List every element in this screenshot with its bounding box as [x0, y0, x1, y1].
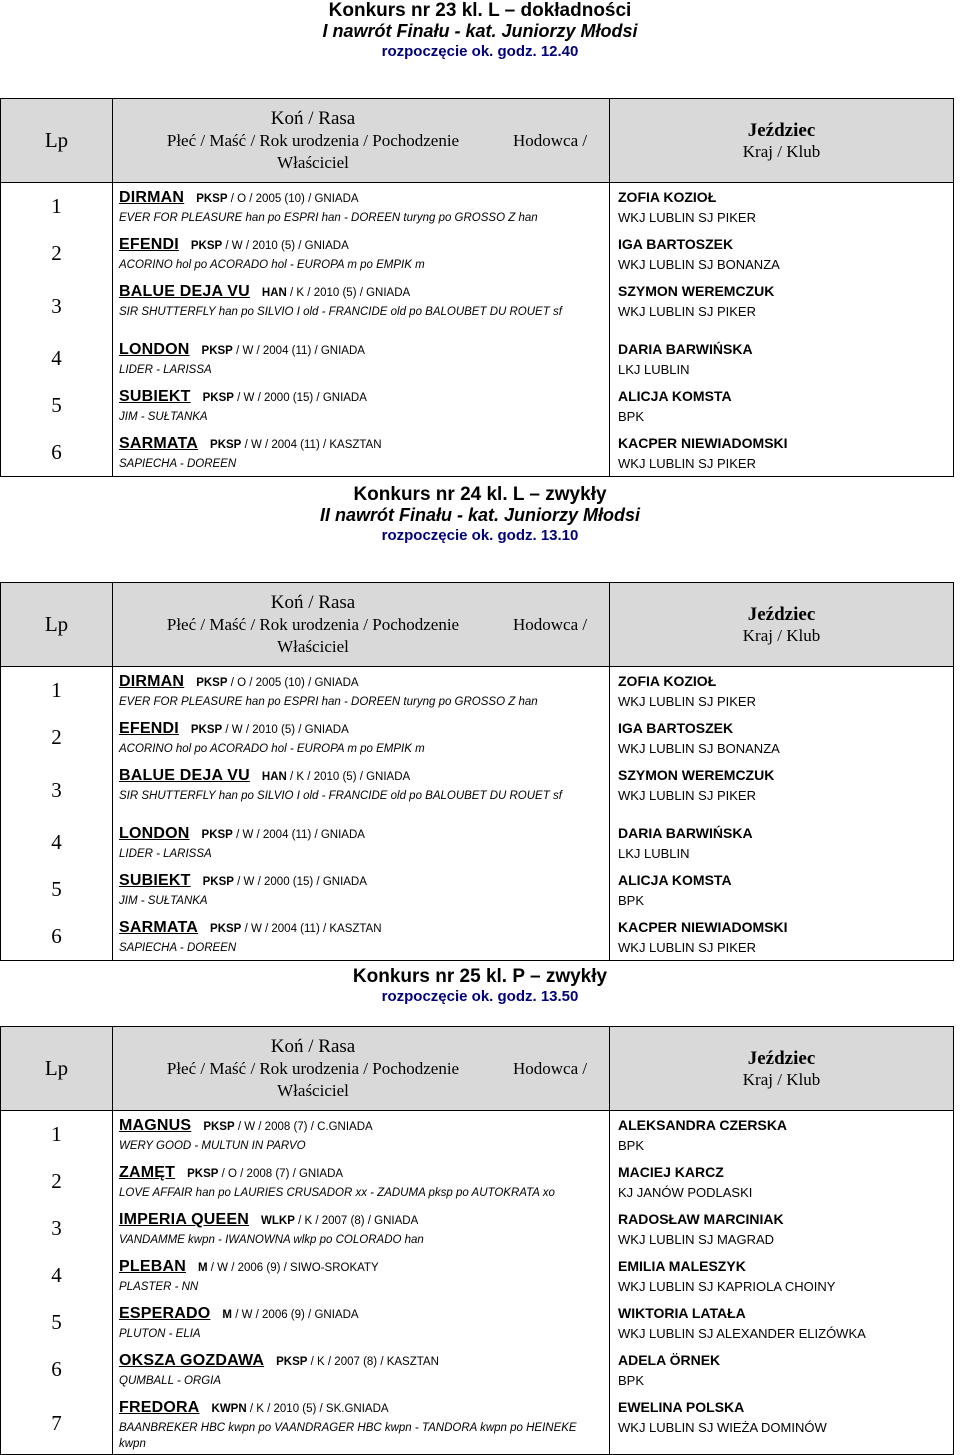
lp-header: Lp [1, 583, 113, 667]
horse-pedigree: ACORINO hol po ACORADO hol - EUROPA m po EMPIK m [119, 743, 425, 755]
horse-sex-color-year: / W / 2004 (11) / KASZTAN [244, 439, 382, 451]
rider-cell [610, 335, 954, 382]
rider-cell [610, 1111, 954, 1159]
horse-sex-color-year: / K / 2010 (5) / SK.GNIADA [249, 1403, 389, 1415]
horse-pedigree: LIDER - LARISSA [119, 848, 212, 860]
horse-details [191, 724, 349, 736]
horse-cell [113, 761, 610, 819]
horse-details [202, 345, 365, 357]
horse-breed: PKSP [202, 876, 234, 888]
horse-details [210, 923, 382, 935]
horse-sex-color-year: / W / 2010 (5) / GNIADA [225, 240, 349, 252]
table-row [1, 866, 954, 913]
horse-breed: M [197, 1262, 208, 1274]
horse-details [196, 677, 358, 689]
table-row [1, 1346, 954, 1393]
table-row [1, 1299, 954, 1346]
rider-name: KACPER NIEWIADOMSKI [618, 919, 788, 935]
horse-details [196, 193, 358, 205]
horse-name: ZAMĘT [119, 1164, 176, 1181]
rider-name: KACPER NIEWIADOMSKI [618, 435, 788, 451]
horse-cell [113, 382, 610, 429]
horse-breed: PKSP [196, 677, 228, 689]
horse-pedigree: SAPIECHA - DOREEN [119, 942, 237, 954]
horse-name: LONDON [119, 341, 190, 358]
horse-breed: PKSP [210, 439, 242, 451]
rider-name: ALEKSANDRA CZERSKA [618, 1117, 788, 1133]
horse-name: EFENDI [119, 236, 179, 253]
horse-sex-color-year: / W / 2000 (15) / GNIADA [237, 392, 367, 404]
horse-breed: PKSP [190, 724, 223, 736]
horse-sex-color-year: / W / 2010 (5) / GNIADA [225, 724, 349, 736]
lp-header: Lp [1, 99, 113, 183]
horse-cell [113, 230, 610, 277]
horse-pedigree: LOVE AFFAIR han po LAURIES CRUSADOR xx - ZADUMA pksp po AUTOKRATA xo [119, 1187, 555, 1199]
rider-club: WKJ LUBLIN SJ WIEŻA DOMINÓW [618, 1420, 827, 1435]
lp-header: Lp [1, 1027, 113, 1111]
horse-cell [113, 913, 610, 961]
horse-details [212, 1403, 389, 1415]
rider-cell [610, 1252, 954, 1299]
rider-club: WKJ LUBLIN SJ PIKER [618, 940, 756, 955]
horse-cell [113, 866, 610, 913]
horse-details [222, 1309, 358, 1321]
rider-cell [610, 866, 954, 913]
horse-name: PLEBAN [119, 1258, 186, 1275]
horse-details [187, 1168, 343, 1180]
table-row [1, 183, 954, 231]
horse-breed: PKSP [187, 1168, 219, 1180]
row-number: 5 [1, 382, 113, 429]
horse-details [203, 1121, 372, 1133]
table-row [1, 761, 954, 819]
horse-name: SARMATA [119, 919, 199, 936]
rider-name: ZOFIA KOZIOŁ [618, 673, 717, 689]
horse-pedigree: ACORINO hol po ACORADO hol - EUROPA m po EMPIK m [119, 259, 425, 271]
horse-pedigree: JIM - SUŁTANKA [119, 411, 208, 423]
rider-name: EWELINA POLSKA [618, 1399, 745, 1415]
horse-name: ESPERADO [119, 1305, 211, 1322]
horse-name: FREDORA [119, 1399, 200, 1416]
startlist-table-24 [0, 582, 954, 961]
rider-header: Jeździec Kraj / Klub [610, 583, 954, 667]
horse-name: SUBIEKT [119, 388, 191, 405]
rider-club: KJ JANÓW PODLASKI [618, 1185, 753, 1200]
row-number: 5 [1, 1299, 113, 1346]
rider-cell [610, 183, 954, 231]
table-row [1, 714, 954, 761]
horse-breed: PKSP [201, 829, 233, 841]
rider-club: BPK [618, 409, 645, 424]
horse-sex-color-year: / O / 2005 (10) / GNIADA [230, 677, 359, 689]
horse-sex-color-year: / W / 2004 (11) / GNIADA [236, 829, 365, 841]
horse-cell [113, 819, 610, 866]
table-row [1, 429, 954, 477]
horse-pedigree: PLASTER - NN [119, 1281, 199, 1293]
rider-cell [610, 1158, 954, 1205]
table-row [1, 1205, 954, 1252]
rider-club: WKJ LUBLIN SJ ALEXANDER ELIZÓWKA [618, 1326, 866, 1341]
rider-name: MACIEJ KARCZ [618, 1164, 724, 1180]
rider-cell [610, 1299, 954, 1346]
horse-sex-color-year: / W / 2006 (9) / GNIADA [235, 1309, 359, 1321]
horse-details [198, 1262, 379, 1274]
rider-club: WKJ LUBLIN SJ PIKER [618, 456, 756, 471]
horse-pedigree: EVER FOR PLEASURE han po ESPRI han - DOREEN turyng po GROSSO Z han [119, 696, 538, 708]
horse-name: SARMATA [119, 435, 199, 452]
row-number: 7 [1, 1393, 113, 1455]
table-row [1, 1158, 954, 1205]
horse-sex-color-year: / W / 2004 (11) / KASZTAN [244, 923, 382, 935]
horse-cell [113, 1346, 610, 1393]
rider-name: ZOFIA KOZIOŁ [618, 189, 717, 205]
rider-cell [610, 761, 954, 819]
rider-name: DARIA BARWIŃSKA [618, 341, 753, 357]
horse-pedigree: PLUTON - ELIA [119, 1328, 201, 1340]
horse-details [261, 1215, 418, 1227]
horse-breed: PKSP [190, 240, 223, 252]
row-number: 4 [1, 335, 113, 382]
horse-cell [113, 1252, 610, 1299]
horse-cell [113, 1111, 610, 1159]
rider-name: SZYMON WEREMCZUK [618, 767, 775, 783]
competition-title: Konkurs nr 24 kl. L – zwykły [353, 484, 607, 505]
row-number: 4 [1, 1252, 113, 1299]
row-number: 3 [1, 1205, 113, 1252]
horse-cell [113, 277, 610, 335]
horse-pedigree: QUMBALL - ORGIA [119, 1375, 222, 1387]
horse-sex-color-year: / K / 2007 (8) / GNIADA [298, 1215, 419, 1227]
horse-cell [113, 1205, 610, 1252]
table-row [1, 1111, 954, 1159]
competition-title: Konkurs nr 25 kl. P – zwykły [352, 966, 608, 987]
startlist-table-23 [0, 98, 954, 477]
rider-name: ADELA ÖRNEK [618, 1352, 721, 1368]
horse-breed: HAN [261, 287, 287, 299]
horse-breed: PKSP [201, 345, 233, 357]
horse-cell [113, 335, 610, 382]
horse-name: BALUE DEJA VU [119, 767, 250, 784]
competition-23-heading [0, 0, 960, 62]
horse-cell [113, 183, 610, 231]
table-row [1, 382, 954, 429]
rider-club: WKJ LUBLIN SJ PIKER [618, 694, 756, 709]
rider-name: IGA BARTOSZEK [618, 236, 734, 252]
horse-details [210, 439, 382, 451]
horse-name: EFENDI [119, 720, 179, 737]
horse-breed: PKSP [210, 923, 242, 935]
competition-subtitle: II nawrót Finału - kat. Juniorzy Młodsi [319, 505, 641, 525]
row-number: 6 [1, 1346, 113, 1393]
start-time: rozpoczęcie ok. godz. 13.10 [381, 527, 579, 544]
horse-cell [113, 1158, 610, 1205]
rider-club: LKJ LUBLIN [618, 362, 690, 377]
horse-pedigree: EVER FOR PLEASURE han po ESPRI han - DOREEN turyng po GROSSO Z han [119, 212, 538, 224]
competition-title: Konkurs nr 23 kl. L – dokładności [328, 0, 632, 21]
horse-name: IMPERIA QUEEN [119, 1211, 250, 1228]
rider-club: WKJ LUBLIN SJ PIKER [618, 304, 756, 319]
horse-sex-color-year: / K / 2010 (5) / GNIADA [290, 771, 411, 783]
rider-club: WKJ LUBLIN SJ PIKER [618, 210, 756, 225]
breeder-header: Hodowca / [513, 130, 588, 150]
table-row [1, 277, 954, 335]
rider-club: BPK [618, 1373, 645, 1388]
horse-details [203, 876, 367, 888]
horse-sex-color-year: / W / 2008 (7) / C.GNIADA [237, 1121, 373, 1133]
rider-cell [610, 1346, 954, 1393]
rider-club: WKJ LUBLIN SJ KAPRIOLA CHOINY [618, 1279, 836, 1294]
horse-details [202, 829, 365, 841]
horse-breed: HAN [261, 771, 287, 783]
table-row [1, 1393, 954, 1455]
horse-name: OKSZA GOZDAWA [119, 1352, 265, 1369]
rider-cell [610, 667, 954, 715]
table-row [1, 335, 954, 382]
rider-cell [610, 819, 954, 866]
row-number: 1 [1, 183, 113, 231]
rider-name: IGA BARTOSZEK [618, 720, 734, 736]
horse-name: DIRMAN [119, 673, 185, 690]
horse-pedigree: SIR SHUTTERFLY han po SILVIO I old - FRANCIDE old po BALOUBET DU ROUET sf [119, 790, 562, 802]
rider-club: WKJ LUBLIN SJ BONANZA [618, 257, 780, 272]
horse-pedigree: VANDAMME kwpn - IWANOWNA wlkp po COLORADO han [119, 1234, 424, 1246]
row-number: 2 [1, 230, 113, 277]
horse-pedigree: SIR SHUTTERFLY han po SILVIO I old - FRANCIDE old po BALOUBET DU ROUET sf [119, 306, 562, 318]
row-number: 5 [1, 866, 113, 913]
rider-club: LKJ LUBLIN [618, 846, 690, 861]
horse-header: Koń / Rasa Płeć / Maść / Rok urodzenia / Pochodzenie Właściciel Hodowca / [113, 99, 610, 183]
start-time: rozpoczęcie ok. godz. 13.50 [381, 988, 579, 1005]
rider-cell [610, 913, 954, 961]
row-number: 6 [1, 429, 113, 477]
horse-cell [113, 714, 610, 761]
rider-club: BPK [618, 893, 645, 908]
horse-details [276, 1356, 439, 1368]
horse-pedigree: WERY GOOD - MULTUN IN PARVO [119, 1140, 306, 1152]
row-number: 3 [1, 761, 113, 819]
rider-cell [610, 1205, 954, 1252]
horse-sex-color-year: / K / 2007 (8) / KASZTAN [310, 1356, 439, 1368]
horse-sex-color-year: / W / 2004 (11) / GNIADA [236, 345, 365, 357]
row-number: 6 [1, 913, 113, 961]
horse-details [262, 771, 410, 783]
horse-cell [113, 1393, 610, 1455]
rider-club: WKJ LUBLIN SJ MAGRAD [618, 1232, 775, 1247]
table-row [1, 667, 954, 715]
horse-breed: PKSP [196, 193, 228, 205]
row-number: 1 [1, 1111, 113, 1159]
rider-name: WIKTORIA LATAŁA [618, 1305, 746, 1321]
competition-25-heading [0, 966, 960, 1007]
horse-name: BALUE DEJA VU [119, 283, 250, 300]
horse-header: Koń / Rasa Płeć / Maść / Rok urodzenia / Pochodzenie Właściciel Hodowca / [113, 1027, 610, 1111]
rider-name: DARIA BARWIŃSKA [618, 825, 753, 841]
horse-breed: PKSP [203, 1121, 235, 1133]
competition-subtitle: I nawrót Finału - kat. Juniorzy Młodsi [322, 21, 638, 41]
horse-breed: PKSP [276, 1356, 308, 1368]
row-number: 2 [1, 1158, 113, 1205]
row-number: 2 [1, 714, 113, 761]
row-number: 1 [1, 667, 113, 715]
rider-name: ALICJA KOMSTA [618, 388, 732, 404]
horse-name: SUBIEKT [119, 872, 191, 889]
horse-name: DIRMAN [119, 189, 185, 206]
horse-sex-color-year: / W / 2000 (15) / GNIADA [237, 876, 367, 888]
horse-details [203, 392, 367, 404]
rider-club: WKJ LUBLIN SJ BONANZA [618, 741, 780, 756]
table-row [1, 819, 954, 866]
rider-cell [610, 230, 954, 277]
rider-cell [610, 714, 954, 761]
horse-details [262, 287, 410, 299]
rider-cell [610, 277, 954, 335]
startlist-table-25 [0, 1026, 954, 1455]
competition-24-heading [0, 484, 960, 546]
rider-name: EMILIA MALESZYK [618, 1258, 746, 1274]
rider-club: WKJ LUBLIN SJ PIKER [618, 788, 756, 803]
horse-header: Koń / Rasa Płeć / Maść / Rok urodzenia / Pochodzenie Właściciel Hodowca / [113, 583, 610, 667]
horse-name: MAGNUS [119, 1117, 192, 1134]
rider-header: Jeździec Kraj / Klub [610, 99, 954, 183]
horse-breed: WLKP [261, 1215, 295, 1227]
horse-pedigree: LIDER - LARISSA [119, 364, 212, 376]
horse-pedigree: JIM - SUŁTANKA [119, 895, 208, 907]
horse-pedigree: BAANBREKER HBC kwpn po VAANDRAGER HBC kwpn - TANDORA kwpn po HEINEKE kwpn [119, 1422, 577, 1450]
rider-cell [610, 382, 954, 429]
row-number: 4 [1, 819, 113, 866]
horse-details [191, 240, 349, 252]
start-time: rozpoczęcie ok. godz. 12.40 [381, 43, 579, 60]
breeder-header: Hodowca / [513, 614, 588, 634]
rider-name: ALICJA KOMSTA [618, 872, 732, 888]
horse-sex-color-year: / O / 2008 (7) / GNIADA [221, 1168, 344, 1180]
horse-sex-color-year: / O / 2005 (10) / GNIADA [230, 193, 359, 205]
horse-breed: PKSP [202, 392, 234, 404]
horse-cell [113, 429, 610, 477]
rider-cell [610, 429, 954, 477]
horse-sex-color-year: / W / 2006 (9) / SIWO-SROKATY [210, 1262, 379, 1274]
breeder-header: Hodowca / [513, 1058, 588, 1078]
horse-pedigree: SAPIECHA - DOREEN [119, 458, 237, 470]
table-row [1, 913, 954, 961]
table-row [1, 230, 954, 277]
horse-sex-color-year: / K / 2010 (5) / GNIADA [290, 287, 411, 299]
rider-name: SZYMON WEREMCZUK [618, 283, 775, 299]
horse-breed: KWPN [211, 1403, 247, 1415]
table-row [1, 1252, 954, 1299]
rider-club: BPK [618, 1138, 645, 1153]
rider-name: RADOSŁAW MARCINIAK [618, 1211, 784, 1227]
horse-cell [113, 1299, 610, 1346]
horse-name: LONDON [119, 825, 190, 842]
horse-breed: M [222, 1309, 232, 1321]
rider-header: Jeździec Kraj / Klub [610, 1027, 954, 1111]
horse-cell [113, 667, 610, 715]
rider-cell [610, 1393, 954, 1455]
row-number: 3 [1, 277, 113, 335]
